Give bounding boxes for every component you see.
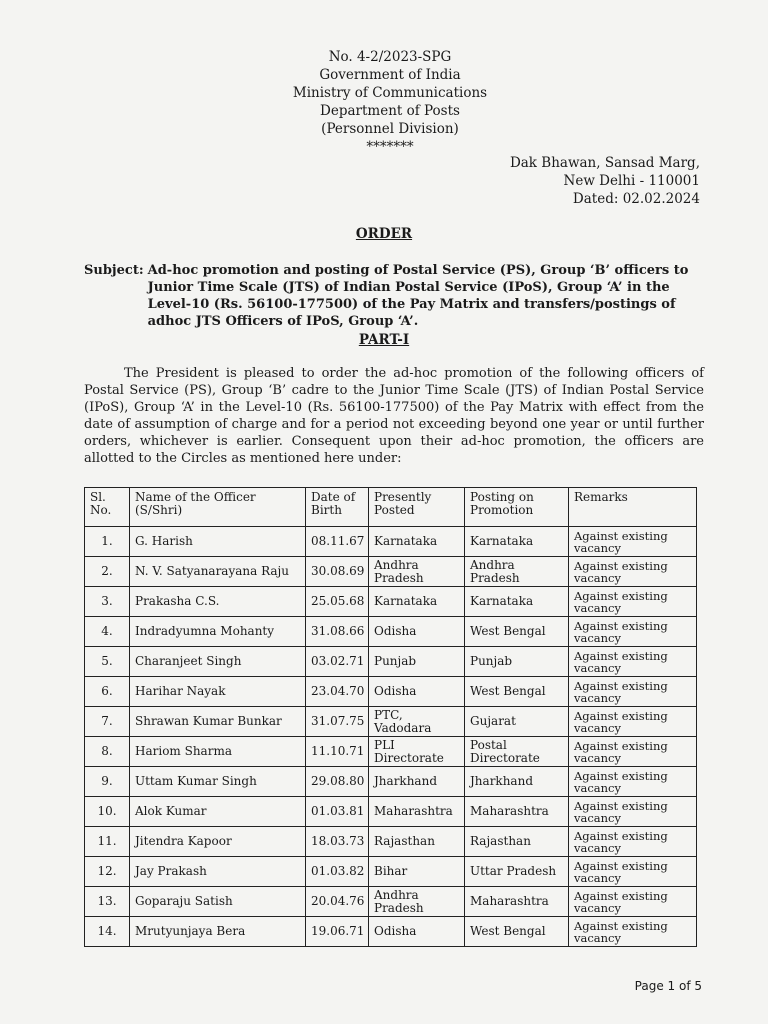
cell-posting-on-promotion: Karnataka (465, 587, 569, 617)
cell-presently-posted: Karnataka (369, 587, 465, 617)
cell-officer-name: Prakasha C.S. (130, 587, 306, 617)
cell-presently-posted: Andhra Pradesh (369, 887, 465, 917)
officers-table-body (85, 527, 697, 947)
table-row (85, 857, 697, 887)
cell-remarks: Against existing vacancy (569, 827, 697, 857)
cell-sl-no: 13. (85, 887, 130, 917)
cell-date-of-birth: 01.03.81 (306, 797, 369, 827)
cell-sl-no: 14. (85, 917, 130, 947)
cell-remarks: Against existing vacancy (569, 887, 697, 917)
subject-block (84, 262, 704, 330)
cell-presently-posted: Odisha (369, 917, 465, 947)
cell-date-of-birth: 30.08.69 (306, 557, 369, 587)
cell-sl-no: 1. (85, 527, 130, 557)
subject-text: Ad-hoc promotion and posting of Postal Service (PS), Group ‘B’ officers to Junior Time Scale (JTS) of Indian Postal Service (IPoS), Group ‘A’ in the Level-10 (Rs. 56100-177500) of the Pay Matrix and transfers/postings of adhoc JTS Officers of IPoS, Group ‘A’. (147, 263, 689, 329)
cell-remarks: Against existing vacancy (569, 647, 697, 677)
cell-remarks: Against existing vacancy (569, 917, 697, 947)
header-posting-on-promotion: Posting on Promotion (465, 488, 569, 527)
cell-sl-no: 2. (85, 557, 130, 587)
header-sl-no: Sl. No. (85, 488, 130, 527)
table-row (85, 797, 697, 827)
date-line: Dated: 02.02.2024 (572, 191, 700, 207)
cell-posting-on-promotion: Gujarat (465, 707, 569, 737)
division-line: (Personnel Division) (321, 121, 459, 137)
table-row (85, 617, 697, 647)
reference-number: No. 4-2/2023-SPG (328, 49, 452, 65)
cell-sl-no: 7. (85, 707, 130, 737)
cell-posting-on-promotion: Rajasthan (465, 827, 569, 857)
cell-presently-posted: Odisha (369, 677, 465, 707)
cell-officer-name: G. Harish (130, 527, 306, 557)
cell-remarks: Against existing vacancy (569, 617, 697, 647)
cell-date-of-birth: 29.08.80 (306, 767, 369, 797)
part-title: PART-I (358, 332, 410, 348)
table-row (85, 557, 697, 587)
cell-posting-on-promotion: Jharkhand (465, 767, 569, 797)
address-line-2: New Delhi - 110001 (563, 173, 700, 189)
cell-remarks: Against existing vacancy (569, 857, 697, 887)
table-row (85, 767, 697, 797)
cell-officer-name: Charanjeet Singh (130, 647, 306, 677)
table-row (85, 707, 697, 737)
table-row (85, 587, 697, 617)
cell-remarks: Against existing vacancy (569, 677, 697, 707)
order-title: ORDER (355, 226, 413, 242)
cell-presently-posted: Andhra Pradesh (369, 557, 465, 587)
table-row (85, 677, 697, 707)
cell-date-of-birth: 08.11.67 (306, 527, 369, 557)
cell-presently-posted: Odisha (369, 617, 465, 647)
cell-sl-no: 4. (85, 617, 130, 647)
cell-officer-name: Jay Prakash (130, 857, 306, 887)
cell-sl-no: 8. (85, 737, 130, 767)
cell-date-of-birth: 11.10.71 (306, 737, 369, 767)
page-number: Page 1 of 5 (634, 979, 702, 993)
cell-date-of-birth: 19.06.71 (306, 917, 369, 947)
officers-table (84, 487, 697, 947)
table-row (85, 917, 697, 947)
cell-sl-no: 10. (85, 797, 130, 827)
cell-presently-posted: Rajasthan (369, 827, 465, 857)
separator-stars: ******* (366, 139, 414, 155)
government-line: Government of India (319, 67, 461, 83)
address-block (460, 154, 700, 208)
cell-date-of-birth: 03.02.71 (306, 647, 369, 677)
cell-sl-no: 3. (85, 587, 130, 617)
cell-presently-posted: Jharkhand (369, 767, 465, 797)
subject-label: Subject: (84, 263, 144, 278)
cell-officer-name: Indradyumna Mohanty (130, 617, 306, 647)
table-row (85, 827, 697, 857)
cell-posting-on-promotion: Uttar Pradesh (465, 857, 569, 887)
cell-posting-on-promotion: Andhra Pradesh (465, 557, 569, 587)
cell-officer-name: Shrawan Kumar Bunkar (130, 707, 306, 737)
cell-officer-name: Harihar Nayak (130, 677, 306, 707)
cell-officer-name: Goparaju Satish (130, 887, 306, 917)
cell-posting-on-promotion: West Bengal (465, 617, 569, 647)
cell-officer-name: Uttam Kumar Singh (130, 767, 306, 797)
header-name: Name of the Officer (S/Shri) (130, 488, 306, 527)
department-line: Department of Posts (320, 103, 460, 119)
cell-presently-posted: Bihar (369, 857, 465, 887)
cell-date-of-birth: 20.04.76 (306, 887, 369, 917)
ministry-line: Ministry of Communications (292, 85, 488, 101)
cell-sl-no: 11. (85, 827, 130, 857)
letterhead (240, 48, 540, 156)
cell-sl-no: 5. (85, 647, 130, 677)
cell-remarks: Against existing vacancy (569, 767, 697, 797)
address-line-1: Dak Bhawan, Sansad Marg, (509, 155, 700, 171)
cell-date-of-birth: 18.03.73 (306, 827, 369, 857)
cell-presently-posted: Maharashtra (369, 797, 465, 827)
cell-posting-on-promotion: Postal Directorate (465, 737, 569, 767)
cell-officer-name: N. V. Satyanarayana Raju (130, 557, 306, 587)
cell-presently-posted: Karnataka (369, 527, 465, 557)
header-dob: Date of Birth (306, 488, 369, 527)
cell-posting-on-promotion: Maharashtra (465, 797, 569, 827)
cell-remarks: Against existing vacancy (569, 797, 697, 827)
cell-date-of-birth: 23.04.70 (306, 677, 369, 707)
table-row (85, 737, 697, 767)
cell-remarks: Against existing vacancy (569, 587, 697, 617)
cell-date-of-birth: 31.07.75 (306, 707, 369, 737)
cell-sl-no: 6. (85, 677, 130, 707)
cell-date-of-birth: 25.05.68 (306, 587, 369, 617)
cell-remarks: Against existing vacancy (569, 527, 697, 557)
table-header-row (85, 488, 697, 527)
cell-sl-no: 9. (85, 767, 130, 797)
cell-remarks: Against existing vacancy (569, 557, 697, 587)
cell-officer-name: Hariom Sharma (130, 737, 306, 767)
cell-posting-on-promotion: Maharashtra (465, 887, 569, 917)
cell-date-of-birth: 01.03.82 (306, 857, 369, 887)
cell-presently-posted: PTC, Vadodara (369, 707, 465, 737)
table-row (85, 527, 697, 557)
cell-presently-posted: PLI Directorate (369, 737, 465, 767)
cell-presently-posted: Punjab (369, 647, 465, 677)
cell-posting-on-promotion: West Bengal (465, 917, 569, 947)
order-paragraph: The President is pleased to order the ad-hoc promotion of the following officers of Postal Service (PS), Group ‘B’ cadre to the Junior Time Scale (JTS) of Indian Postal Service (IPoS), Group ‘A’ in the Level-10 (Rs. 56100-177500) of the Pay Matrix with effect from the date of assumption of charge and for a period not exceeding beyond one year or until further orders, whichever is earlier. Consequent upon their ad-hoc promotion, the officers are allotted to the Circles as mentioned here under: (84, 366, 704, 466)
cell-date-of-birth: 31.08.66 (306, 617, 369, 647)
header-presently-posted: Presently Posted (369, 488, 465, 527)
cell-officer-name: Mrutyunjaya Bera (130, 917, 306, 947)
cell-officer-name: Jitendra Kapoor (130, 827, 306, 857)
cell-posting-on-promotion: Karnataka (465, 527, 569, 557)
table-row (85, 887, 697, 917)
cell-posting-on-promotion: West Bengal (465, 677, 569, 707)
cell-sl-no: 12. (85, 857, 130, 887)
cell-officer-name: Alok Kumar (130, 797, 306, 827)
cell-remarks: Against existing vacancy (569, 737, 697, 767)
cell-remarks: Against existing vacancy (569, 707, 697, 737)
header-remarks: Remarks (569, 488, 697, 527)
cell-posting-on-promotion: Punjab (465, 647, 569, 677)
table-row (85, 647, 697, 677)
